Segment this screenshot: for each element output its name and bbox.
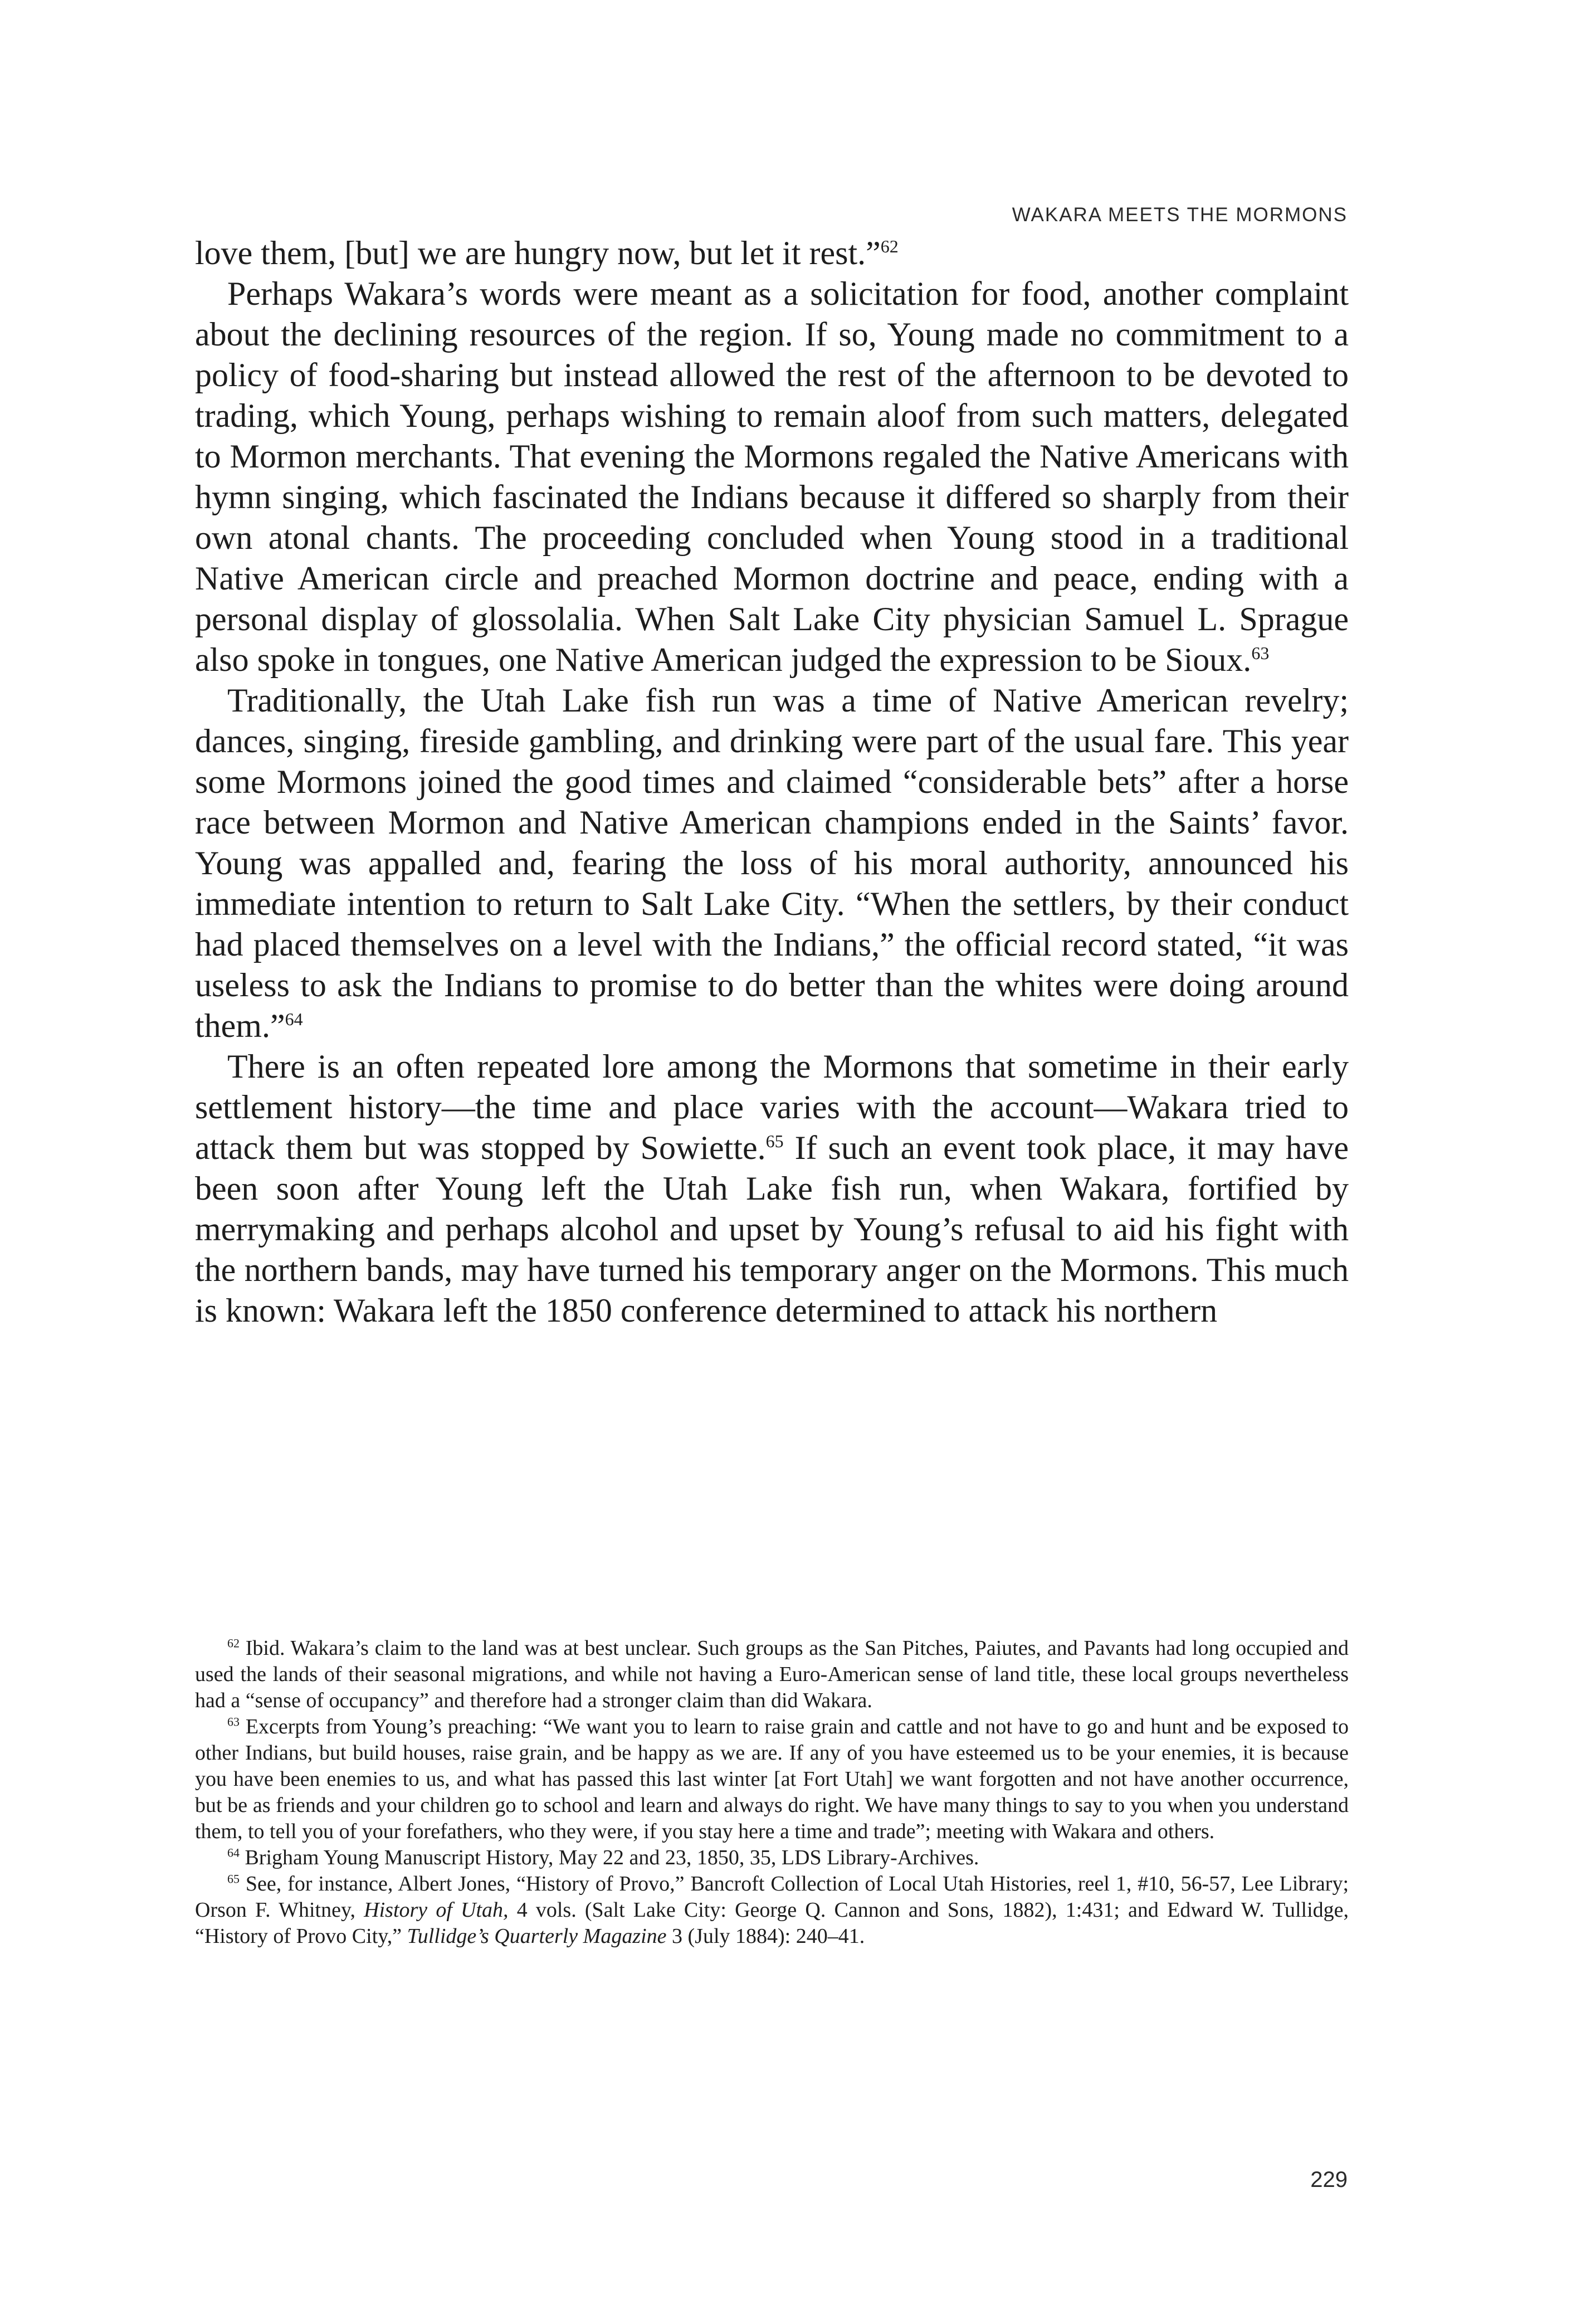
footnote-number: 62 [227,1636,240,1650]
footnote-63 [195,1714,1349,1845]
paragraph-2 [195,274,1349,680]
running-head: WAKARA MEETS THE MORMONS [1012,204,1348,226]
paragraph-text-continued: If such an event took place, it may have been soon after Young left the Utah Lake fish run, when Wakara, fortified by merrymaking and perhaps alcohol and upset by Young’s refusal to aid his fight with the northern bands, may have turned his temporary anger on the Mormons. This much is known: Wakara left the 1850 conference determined to attack his northern [195,1129,1349,1329]
footnote-text: See, for instance, Albert Jones, “History of Provo,” Bancroft Collection of Local Utah Histories, reel 1, #10, 56-57, Lee Library; Orson F. Whitney, [195,1872,1349,1922]
footnote-text: 3 (July 1884): 240–41. [666,1925,865,1948]
footnote-text: Excerpts from Young’s preaching: “We want you to learn to raise grain and cattle and not have to go and hunt and be exposed to other Indians, but build houses, raise grain, and be happy as we are. If any of you have esteemed us to be your enemies, it is because you have been enemies to us, and what has passed this last winter [at Fort Utah] we want forgotten and not have another occurrence, but be as friends and your children go to school and learn and always do right. We have many things to say to you when you understand them, to tell you of your forefathers, who they were, if you stay here a time and trade”; meeting with Wakara and others. [195,1715,1349,1843]
page-number: 229 [1310,2167,1348,2192]
paragraph-4 [195,1046,1349,1331]
footnote-text: Brigham Young Manuscript History, May 22 and 23, 1850, 35, LDS Library-Archives. [240,1846,979,1869]
paragraph-text: Traditionally, the Utah Lake fish run was a time of Native American revelry; dances, singing, fireside gambling, and drinking were part of the usual fare. This year some Mormons joined the good times and claimed “considerable bets” after a horse race between Mormon and Native American champions ended in the Saints’ favor. Young was appalled and, fearing the loss of his moral authority, announced his immediate intention to return to Salt Lake City. “When the settlers, by their conduct had placed themselves on a level with the Indians,” the official record stated, “it was useless to ask the Indians to promise to do better than the whites were doing around them.” [195,682,1349,1044]
journal-title: Tullidge’s Quarterly Magazine [407,1925,667,1948]
body-text [195,233,1349,1331]
paragraph-text: love them, [but] we are hungry now, but let it rest.” [195,235,881,271]
footnote-ref-62[interactable]: 62 [880,236,899,256]
footnote-text: Ibid. Wakara’s claim to the land was at best unclear. Such groups as the San Pitches, Paiutes, and Pavants had long occupied and used the lands of their seasonal migrations, and while not having a Euro-American sense of land title, these local groups nevertheless had a “sense of occupancy” and therefore had a stronger claim than did Wakara. [195,1636,1349,1712]
footnote-number: 65 [227,1872,240,1886]
footnote-65 [195,1871,1349,1950]
footnote-ref-65[interactable]: 65 [765,1131,784,1151]
footnotes [195,1635,1349,1950]
footnote-62 [195,1635,1349,1714]
paragraph-text: There is an often repeated lore among the Mormons that sometime in their early settlement history—the time and place varies with the account—Wakara tried to attack them but was stopped by Sowiette. [195,1048,1349,1166]
footnote-number: 63 [227,1714,240,1729]
book-title: History of Utah, [364,1898,509,1922]
footnote-number: 64 [227,1845,240,1860]
paragraph-text: Perhaps Wakara’s words were meant as a solicitation for food, another complaint about the declining resources of the region. If so, Young made no commitment to a policy of food-sharing but instead allowed the rest of the afternoon to be devoted to trading, which Young, perhaps wishing to remain aloof from such matters, delegated to Mormon merchants. That evening the Mormons regaled the Native Americans with hymn singing, which fascinated the Indians because it differed so sharply from their own atonal chants. The proceeding concluded when Young stood in a traditional Native American circle and preached Mormon doctrine and peace, ending with a personal display of glossolalia. When Salt Lake City physician Samuel L. Sprague also spoke in tongues, one Native American judged the expression to be Sioux. [195,275,1349,678]
footnote-ref-64[interactable]: 64 [285,1009,303,1029]
paragraph-1 [195,233,1349,274]
footnote-64 [195,1845,1349,1871]
paragraph-3 [195,680,1349,1046]
footnote-ref-63[interactable]: 63 [1251,643,1270,663]
footnote-text: 4 vols. (Salt Lake City: George Q. Cannon and Sons, 1882), 1:431; and Edward W. Tullidge, “History of Provo City,” [195,1898,1349,1948]
